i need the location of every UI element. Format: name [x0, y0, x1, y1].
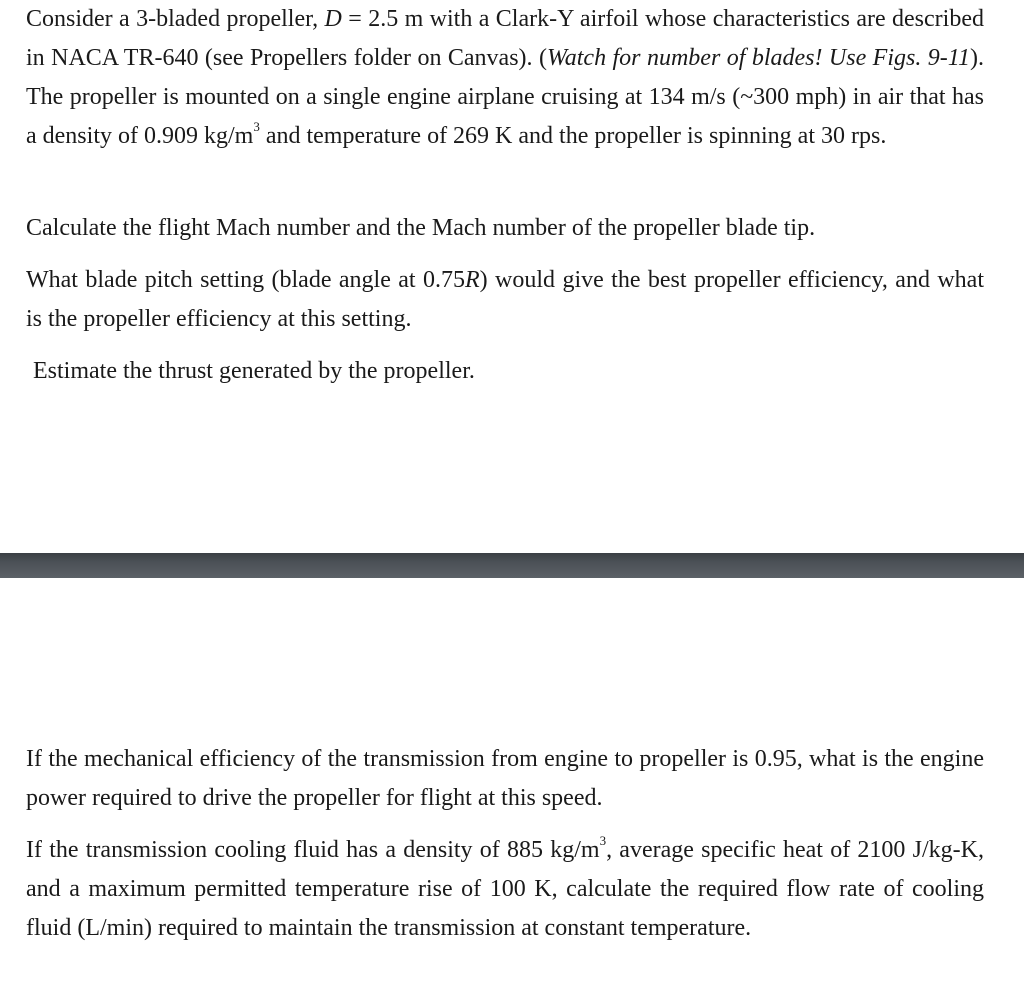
question-cooling-flow: If the transmission cooling fluid has a density of 885 $kg/m^3$, average specific heat of 2100 J/kg-K, and a maximum permitted temperature rise of 100 K, calculate the required flow rate of cooling fluid (L/min) required to maintain the transmission at constant temperature.	[26, 833, 984, 941]
question-mach-number: Calculate the flight Mach number and the Mach number of the propeller blade tip.	[26, 215, 816, 241]
question-thrust: Estimate the thrust generated by the propeller.	[33, 358, 475, 384]
italic-note: Watch for number of blades! Use Figs. 9-11	[546, 45, 970, 71]
problem-intro-paragraph: Consider a 3-bladed propeller, D = 2.5 m with a Clark-Y airfoil whose characteristics are described in NACA TR-640 (see Propellers folder on Canvas). (Watch for number of blades! Use Figs. 9-11). The propeller is mounted on a single engine airplane cruising at 134 m/s (~300 mph) in air that has a density of 0.909 $kg/m^3$ and temperature of 269 K and the propeller is spinning at 30 rps.	[26, 6, 984, 149]
question-blade-pitch: What blade pitch setting (blade angle at 0.75R) would give the best propeller efficiency, and what is the propeller efficiency at this setting.	[26, 267, 984, 332]
page-divider-bar	[0, 553, 1024, 578]
document-page-bottom	[0, 578, 1024, 981]
question-engine-power: If the mechanical efficiency of the transmission from engine to propeller is 0.95, what is the engine power required to drive the propeller for flight at this speed.	[26, 746, 984, 811]
